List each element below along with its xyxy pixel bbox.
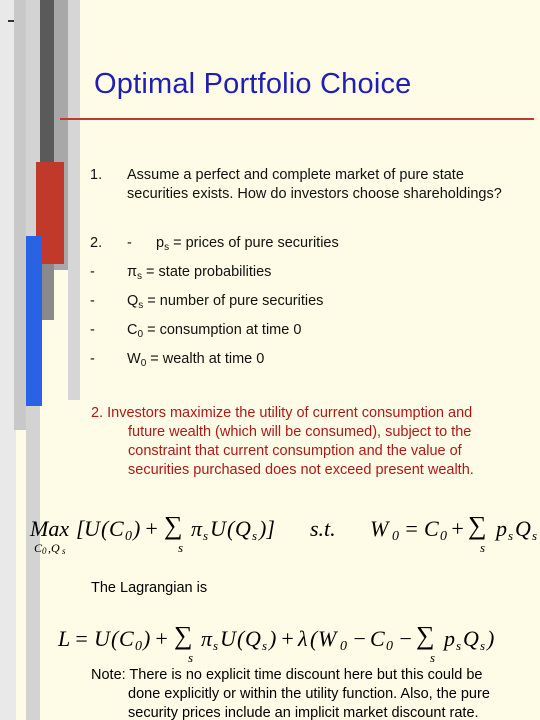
decor-bar <box>68 0 80 400</box>
list-text: $W_0$ = wealth at time 0 <box>127 351 265 369</box>
decor-bar <box>40 0 54 170</box>
svg-text:s: s <box>188 650 194 665</box>
svg-text:U: U <box>220 626 236 651</box>
svg-text:s: s <box>213 638 219 653</box>
svg-text:(: ( <box>111 626 119 651</box>
svg-text:0: 0 <box>42 546 47 556</box>
svg-text:U: U <box>94 626 110 651</box>
page-title: Optimal Portfolio Choice <box>94 68 412 100</box>
note-rest: done explicitly or within the utility function. Also, the pure security prices include an implicit market discount rate. <box>128 686 490 720</box>
svg-text:π: π <box>201 626 213 651</box>
svg-text:C: C <box>424 516 439 541</box>
svg-text:s: s <box>262 638 268 653</box>
svg-text:(: ( <box>310 626 318 651</box>
lagrangian-label: The Lagrangian is <box>91 580 208 596</box>
list-text: - $p_s$ = prices of pure securities <box>127 235 339 253</box>
svg-text:−: − <box>398 626 413 651</box>
svg-text:0: 0 <box>125 529 132 544</box>
svg-text:Max: Max <box>30 516 70 541</box>
svg-text:0: 0 <box>340 639 347 654</box>
svg-text:): ) <box>269 626 277 651</box>
svg-text:+: + <box>280 626 295 651</box>
svg-text:+: + <box>154 626 169 651</box>
list-marker: 1. <box>90 167 103 183</box>
svg-text:s: s <box>508 528 514 543</box>
svg-text:Q: Q <box>515 516 531 541</box>
svg-text:W: W <box>318 626 337 651</box>
svg-text:+: + <box>450 516 465 541</box>
svg-text:U: U <box>210 516 226 541</box>
svg-text:(: ( <box>227 516 235 541</box>
svg-text:(: ( <box>101 516 109 541</box>
svg-text:s: s <box>532 528 538 543</box>
list-marker: - <box>90 322 95 338</box>
svg-text:∑: ∑ <box>468 511 487 540</box>
svg-text:(: ( <box>237 626 245 651</box>
list-text: $C_0$ = consumption at time 0 <box>127 322 302 340</box>
red-paragraph-rest: future wealth (which will be consumed), subject to the constraint that current consumption and the value of securities purchased does not exceed present wealth. <box>128 424 474 478</box>
list-marker: - <box>90 351 95 367</box>
svg-text:Q: Q <box>245 626 261 651</box>
svg-text:s.t.: s.t. <box>310 516 336 541</box>
red-paragraph-line1: 2. Investors maximize the utility of current consumption and <box>91 405 473 421</box>
svg-text:L: L <box>58 626 71 651</box>
svg-text:s: s <box>62 546 66 556</box>
svg-text:W: W <box>370 516 389 541</box>
decor-tick <box>8 20 14 22</box>
svg-text:p: p <box>496 516 507 541</box>
svg-text:): ) <box>143 626 151 651</box>
svg-text:C: C <box>34 541 43 555</box>
svg-text:π: π <box>191 516 203 541</box>
svg-text:0: 0 <box>440 529 447 544</box>
svg-text:C: C <box>109 516 124 541</box>
svg-text:0: 0 <box>392 529 399 544</box>
svg-text:0: 0 <box>135 639 142 654</box>
list-marker: - <box>90 264 95 280</box>
svg-text:s: s <box>480 638 486 653</box>
svg-text:U: U <box>84 516 100 541</box>
list-marker: - <box>90 293 95 309</box>
svg-text:s: s <box>178 540 184 555</box>
svg-text:C: C <box>119 626 134 651</box>
svg-text:Q: Q <box>463 626 479 651</box>
svg-text:[: [ <box>76 516 85 541</box>
svg-text:λ: λ <box>298 626 308 651</box>
svg-text:=: = <box>74 626 89 651</box>
list-text: $\pi_s$ = state probabilities <box>127 264 272 282</box>
svg-text:s: s <box>252 528 258 543</box>
objective-formula <box>26 506 540 564</box>
svg-text:=: = <box>404 516 419 541</box>
list-text: Assume a perfect and complete market of pure state securities exists. How do investors choose shareholdings? <box>127 167 502 202</box>
svg-text:C: C <box>370 626 385 651</box>
decor-bar <box>14 0 26 430</box>
svg-text:): ) <box>487 626 495 651</box>
svg-text:p: p <box>444 626 455 651</box>
svg-text:): ) <box>133 516 141 541</box>
list-marker: 2. <box>90 235 103 251</box>
svg-text:−: − <box>352 626 367 651</box>
red-paragraph <box>91 404 521 480</box>
list-text: $Q_s$ = number of pure securities <box>127 293 324 311</box>
svg-text:∑: ∑ <box>164 511 183 540</box>
svg-text:)]: )] <box>259 516 275 541</box>
svg-text:∑: ∑ <box>416 621 435 650</box>
note-paragraph <box>91 666 531 720</box>
svg-text:,Q: ,Q <box>48 541 60 555</box>
svg-text:+: + <box>144 516 159 541</box>
svg-text:s: s <box>203 528 209 543</box>
svg-text:∑: ∑ <box>174 621 193 650</box>
svg-text:Q: Q <box>235 516 251 541</box>
lagrangian-formula <box>54 618 540 666</box>
decor-blue-block <box>26 236 42 406</box>
svg-text:s: s <box>456 638 462 653</box>
svg-text:0: 0 <box>386 639 393 654</box>
note-line1: Note: There is no explicit time discount here but this could be <box>91 667 483 683</box>
svg-text:s: s <box>480 540 486 555</box>
title-divider <box>60 118 534 120</box>
svg-text:s: s <box>430 650 436 665</box>
